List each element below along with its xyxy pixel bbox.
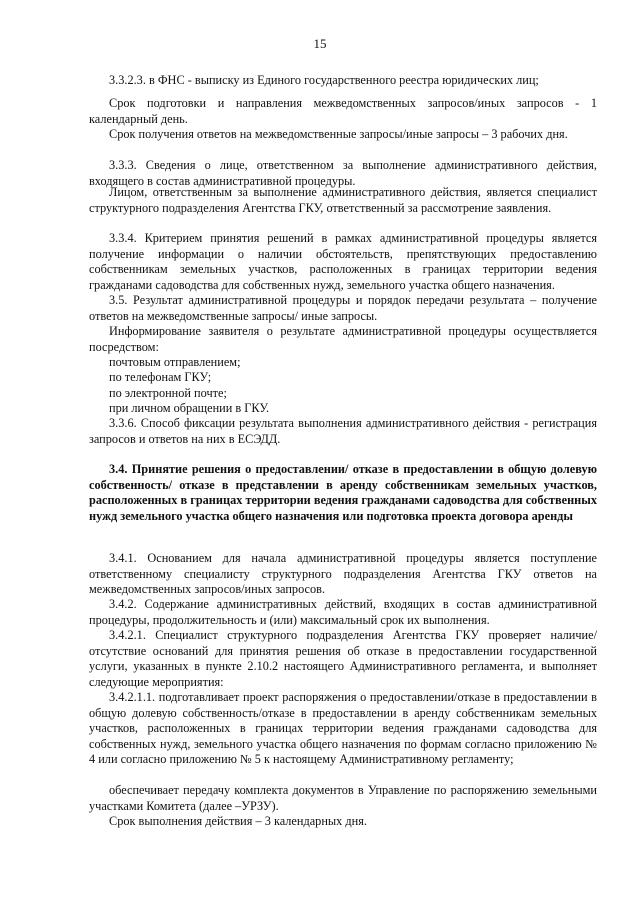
list-item: при личном обращении в ГКУ.: [109, 401, 270, 415]
list-item: по электронной почте;: [109, 386, 227, 400]
section-heading-3-4: 3.4. Принятие решения о предоставлении/ отказе в предоставлении в общую долевую собственность/ отказе в представлении в аренду собственникам земельных участков, расположенных в границах территории ведения гражданами садоводства для собственных нужд земельного участка общего назначения или подготовка проекта договора аренды: [89, 462, 597, 523]
paragraph-3-3-2-3: 3.3.2.3. в ФНС - выписку из Единого государственного реестра юридических лиц;: [109, 73, 539, 87]
list-item: по телефонам ГКУ;: [109, 370, 212, 384]
paragraph-3-4-2: 3.4.2. Содержание административных действий, входящих в состав административной процедуры, продолжительность и (или) максимальный срок их выполнения.: [89, 597, 597, 627]
list-item: почтовым отправлением;: [109, 355, 241, 369]
paragraph-3-4-2-1: 3.4.2.1. Специалист структурного подразделения Агентства ГКУ проверяет наличие/отсутствие оснований для принятия решения об отказе в предоставлении государственной услуги, указанных в пункте 2.10.2 настоящего Административного регламента, и выполняет следующие мероприятия:: [89, 628, 597, 689]
paragraph-3-4-1: 3.4.1. Основанием для начала административной процедуры является поступление ответственному специалисту структурного подразделения Агентства ГКУ ответов на межведомственных запросов/иных запросов.: [89, 551, 597, 596]
paragraph-transfer: обеспечивает передачу комплекта документов в Управление по распоряжению земельными участками Комитета (далее –УРЗУ).: [89, 783, 597, 813]
paragraph-3-3-4: 3.3.4. Критерием принятия решений в рамках административной процедуры является получение информации о наличии обстоятельств, препятствующих предоставлению собственникам земельных участков, расположенных в границах территории ведения гражданами садоводства для собственных нужд, земельного участка общего назначения.: [89, 231, 597, 292]
paragraph-action-deadline: Срок выполнения действия – 3 календарных дня.: [109, 814, 367, 828]
paragraph-3-3-6: 3.3.6. Способ фиксации результата выполнения административного действия - регистрация запросов и ответов на них в ЕСЭДД.: [89, 416, 597, 446]
paragraph-informing: Информирование заявителя о результате административной процедуры осуществляется посредством:: [89, 324, 597, 354]
paragraph-3-4-2-1-1: 3.4.2.1.1. подготавливает проект распоряжения о предоставлении/отказе в предоставлении в общую долевую собственность/отказе в предоставлении в аренду собственникам земельных участков, расположенных в границах территории ведения гражданами садоводства для собственных нужд, земельного участка общего назначения по формам согласно приложению № 4 или согласно приложению № 5 к настоящему Административному регламенту;: [89, 690, 597, 766]
page-number: 15: [313, 36, 327, 51]
paragraph-responsible-person: Лицом, ответственным за выполнение административного действия, является специалист структурного подразделения Агентства ГКУ, ответственный за рассмотрение заявления.: [89, 185, 597, 215]
paragraph-3-3-3: 3.3.3. Сведения о лице, ответственном за выполнение административного действия, входящего в состав административной процедуры.: [89, 158, 597, 188]
paragraph-3-5: 3.5. Результат административной процедуры и порядок передачи результата – получение ответов на межведомственные запросы/ иные запросы.: [89, 293, 597, 323]
paragraph-response-deadline: Срок получения ответов на межведомственные запросы/иные запросы – 3 рабочих дня.: [109, 127, 568, 141]
paragraph-request-deadline: Срок подготовки и направления межведомственных запросов/иных запросов - 1 календарный день.: [89, 96, 597, 126]
